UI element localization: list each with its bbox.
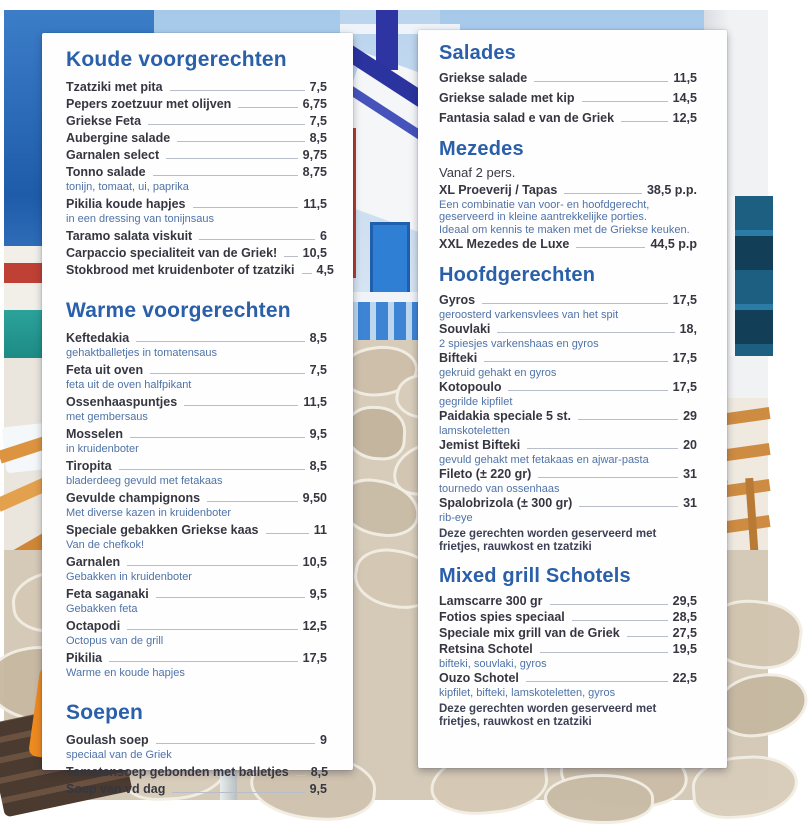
item-price: 8,5 bbox=[309, 459, 327, 473]
item-name: Taramo salata viskuit bbox=[66, 229, 193, 243]
item-price: 29,5 bbox=[672, 594, 697, 608]
item-name: XL Proeverij / Tapas bbox=[439, 183, 558, 197]
item-name: Kotopoulo bbox=[439, 380, 502, 394]
menu-item-row bbox=[66, 458, 327, 474]
dotted-leader bbox=[527, 448, 678, 449]
menu-item-row bbox=[439, 642, 697, 657]
menu-item-row bbox=[439, 237, 697, 252]
item-name: Pikilia koude hapjes bbox=[66, 197, 186, 211]
item-name: Fantasia salad e van de Griek bbox=[439, 111, 615, 125]
item-price: 27,5 bbox=[672, 626, 697, 640]
item-description: 2 spiesjes varkenshaas en gyros bbox=[439, 338, 599, 350]
item-name: Soep van vd dag bbox=[66, 782, 166, 796]
item-price: 12,5 bbox=[672, 111, 697, 125]
dotted-leader bbox=[578, 419, 678, 420]
item-price: 20 bbox=[683, 438, 697, 452]
menu-section bbox=[439, 565, 697, 728]
menu-item-row bbox=[439, 496, 697, 511]
item-price: 22,5 bbox=[672, 671, 697, 685]
menu-item-row bbox=[66, 732, 327, 748]
item-price: 31 bbox=[683, 467, 697, 481]
item-name: Jemist Bifteki bbox=[439, 438, 521, 452]
item-name: Mosselen bbox=[66, 427, 123, 441]
dotted-leader bbox=[170, 90, 305, 91]
item-price: 8,75 bbox=[302, 165, 327, 179]
dotted-leader bbox=[153, 175, 298, 176]
item-price: 10,5 bbox=[302, 246, 327, 260]
item-name: Fileto (± 220 gr) bbox=[439, 467, 532, 481]
menu-item-row bbox=[66, 245, 327, 261]
section-title: Soepen bbox=[66, 701, 144, 724]
item-name: Ossenhaaspuntjes bbox=[66, 395, 178, 409]
item-price: 7,5 bbox=[309, 80, 327, 94]
item-description: Warme en koude hapjes bbox=[66, 667, 185, 679]
menu-item-row bbox=[439, 671, 697, 686]
item-price: 14,5 bbox=[672, 91, 697, 105]
item-name: Stokbrood met kruidenboter of tzatziki bbox=[66, 263, 295, 277]
dotted-leader bbox=[627, 636, 668, 637]
dotted-leader bbox=[302, 273, 312, 274]
item-description: in een dressing van tonijnsaus bbox=[66, 213, 214, 225]
item-name: Tomatensoep gebonden met balletjes bbox=[66, 765, 289, 779]
item-description: Ideaal om kennis te maken met de Griekse keuken. bbox=[439, 224, 690, 236]
item-description: feta uit de oven halfpikant bbox=[66, 379, 192, 391]
menu-item-row bbox=[439, 351, 697, 366]
menu-item-row bbox=[66, 522, 327, 538]
item-price: 9,75 bbox=[302, 148, 327, 162]
menu-item-row bbox=[439, 610, 697, 625]
menu-item-row bbox=[439, 409, 697, 424]
menu-item-row bbox=[66, 228, 327, 244]
menu-item-row bbox=[66, 650, 327, 666]
item-name: Garnalen bbox=[66, 555, 121, 569]
item-description: Met diverse kazen in kruidenboter bbox=[66, 507, 232, 519]
menu-item-row bbox=[66, 362, 327, 378]
dotted-leader bbox=[150, 373, 305, 374]
menu-item-row bbox=[66, 262, 334, 278]
item-name: Gevulde champignons bbox=[66, 491, 201, 505]
dotted-leader bbox=[538, 477, 678, 478]
item-price: 8,5 bbox=[309, 131, 327, 145]
menu-item-row bbox=[439, 183, 697, 198]
menu-item-row bbox=[439, 71, 697, 86]
menu-section bbox=[66, 700, 327, 797]
item-price: 8,5 bbox=[310, 765, 329, 779]
item-name: Fotios spies speciaal bbox=[439, 610, 565, 624]
item-description: rib-eye bbox=[439, 512, 473, 524]
item-name: Griekse salade bbox=[439, 71, 528, 85]
item-price: 8,5 bbox=[309, 331, 327, 345]
dotted-leader bbox=[207, 501, 298, 502]
dotted-leader bbox=[576, 247, 645, 248]
section-note: Deze gerechten worden geserveerd met frietjes, rauwkost en tzatziki bbox=[439, 528, 657, 553]
menu-section bbox=[66, 47, 334, 278]
item-description: geroosterd varkensvlees van het spit bbox=[439, 309, 619, 321]
menu-item-row bbox=[439, 438, 697, 453]
item-price: 11,5 bbox=[303, 197, 327, 211]
item-name: Souvlaki bbox=[439, 322, 491, 336]
menu-section bbox=[439, 264, 697, 553]
item-name: Octapodi bbox=[66, 619, 121, 633]
item-description: gevuld gehakt met fetakaas en ajwar-pasta bbox=[439, 454, 649, 466]
menu-item-row bbox=[66, 490, 327, 506]
menu-item-row bbox=[439, 380, 697, 395]
menu-item-row bbox=[66, 196, 327, 212]
menu-item-row bbox=[439, 322, 697, 337]
item-price: 4,5 bbox=[316, 263, 334, 277]
item-name: Carpaccio specialiteit van de Griek! bbox=[66, 246, 278, 260]
dotted-leader bbox=[127, 565, 297, 566]
dotted-leader bbox=[156, 597, 305, 598]
menu-item-row bbox=[66, 618, 327, 634]
dotted-leader bbox=[156, 743, 315, 744]
menu-item-row bbox=[66, 554, 327, 570]
item-description: bladerdeeg gevuld met fetakaas bbox=[66, 475, 223, 487]
item-description: lamskoteletten bbox=[439, 425, 510, 437]
dotted-leader bbox=[540, 652, 668, 653]
item-price: 6 bbox=[320, 229, 327, 243]
item-description: Octopus van de grill bbox=[66, 635, 164, 647]
section-subtitle: Vanaf 2 pers. bbox=[439, 165, 516, 180]
blue-window bbox=[730, 196, 773, 356]
dotted-leader bbox=[177, 141, 304, 142]
menu-section bbox=[439, 42, 697, 126]
item-description: kipfilet, bifteki, lamskoteletten, gyros bbox=[439, 687, 616, 699]
item-price: 10,5 bbox=[302, 555, 327, 569]
dotted-leader bbox=[119, 469, 305, 470]
item-price: 17,5 bbox=[672, 351, 697, 365]
menu-item-row bbox=[66, 781, 327, 797]
item-price: 19,5 bbox=[672, 642, 697, 656]
item-price: 17,5 bbox=[672, 293, 697, 307]
item-name: Goulash soep bbox=[66, 733, 149, 747]
item-price: 11,5 bbox=[303, 395, 327, 409]
menu-item-row bbox=[66, 394, 327, 410]
dotted-leader bbox=[284, 256, 297, 257]
item-name: Griekse Feta bbox=[66, 114, 142, 128]
menu-item-row bbox=[66, 164, 327, 180]
menu-panel-left bbox=[42, 33, 353, 796]
menu-item-row bbox=[439, 293, 697, 308]
item-description: met gembersaus bbox=[66, 411, 148, 423]
dotted-leader bbox=[534, 81, 668, 82]
section-title: Salades bbox=[439, 42, 517, 64]
item-name: Pikilia bbox=[66, 651, 103, 665]
menu-section bbox=[66, 298, 327, 680]
item-price: 11,5 bbox=[673, 71, 697, 85]
menu-item-row bbox=[439, 594, 697, 609]
menu-item-row bbox=[66, 147, 327, 163]
item-description: gegrilde kipfilet bbox=[439, 396, 513, 408]
menu-item-row bbox=[439, 467, 697, 482]
item-description: Van de chefkok! bbox=[66, 539, 145, 551]
item-name: Lamscarre 300 gr bbox=[439, 594, 543, 608]
item-name: Speciale gebakken Griekse kaas bbox=[66, 523, 259, 537]
item-price: 7,5 bbox=[309, 114, 327, 128]
menu-item-row bbox=[439, 111, 697, 126]
section-title: Mezedes bbox=[439, 138, 524, 160]
item-price: 9,50 bbox=[302, 491, 327, 505]
menu-item-row bbox=[66, 96, 327, 112]
dotted-leader bbox=[166, 158, 298, 159]
menu-item-row bbox=[66, 79, 327, 95]
dotted-leader bbox=[172, 792, 304, 793]
item-name: Ouzo Schotel bbox=[439, 671, 519, 685]
dotted-leader bbox=[582, 101, 668, 102]
dotted-leader bbox=[130, 437, 305, 438]
item-price: 7,5 bbox=[309, 363, 327, 377]
item-price: 38,5 p.p. bbox=[646, 183, 697, 197]
dotted-leader bbox=[148, 124, 305, 125]
item-price: 29 bbox=[683, 409, 697, 423]
item-description: Gebakken in kruidenboter bbox=[66, 571, 192, 583]
item-name: Aubergine salade bbox=[66, 131, 171, 145]
item-price: 28,5 bbox=[672, 610, 697, 624]
dotted-leader bbox=[266, 533, 309, 534]
dotted-leader bbox=[136, 341, 304, 342]
item-name: Feta saganaki bbox=[66, 587, 149, 601]
item-price: 44,5 p.p bbox=[650, 237, 697, 251]
stone bbox=[544, 774, 654, 824]
menu-item-row bbox=[66, 330, 327, 346]
menu-section bbox=[439, 138, 697, 252]
item-name: Keftedakia bbox=[66, 331, 130, 345]
item-price: 31 bbox=[683, 496, 697, 510]
blue-post bbox=[376, 10, 398, 70]
menu-item-row bbox=[66, 130, 327, 146]
item-description: gekruid gehakt en gyros bbox=[439, 367, 557, 379]
dotted-leader bbox=[497, 332, 674, 333]
item-name: Feta uit oven bbox=[66, 363, 144, 377]
item-price: 6,75 bbox=[302, 97, 327, 111]
item-description: Gebakken feta bbox=[66, 603, 138, 615]
menu-item-row bbox=[439, 91, 697, 106]
item-price: 18, bbox=[679, 322, 697, 336]
item-name: Griekse salade met kip bbox=[439, 91, 575, 105]
item-name: Tonno salade bbox=[66, 165, 146, 179]
dotted-leader bbox=[621, 121, 668, 122]
section-title: Hoofdgerechten bbox=[439, 264, 596, 286]
item-name: Gyros bbox=[439, 293, 476, 307]
item-name: Tiropita bbox=[66, 459, 112, 473]
item-price: 12,5 bbox=[302, 619, 327, 633]
menu-item-row bbox=[439, 626, 697, 641]
item-price: 9,5 bbox=[309, 587, 327, 601]
item-name: Retsina Schotel bbox=[439, 642, 533, 656]
menu-item-row bbox=[66, 764, 327, 780]
dotted-leader bbox=[564, 193, 642, 194]
menu-item-row bbox=[66, 113, 327, 129]
dotted-leader bbox=[199, 239, 315, 240]
item-description: Een combinatie van voor- en hoofdgerecht, geserveerd in kleine aantrekkelijke porties. bbox=[439, 199, 650, 223]
item-description: tonijn, tomaat, ui, paprika bbox=[66, 181, 189, 193]
menu-panel-right bbox=[418, 30, 727, 768]
item-name: Paidakia speciale 5 st. bbox=[439, 409, 572, 423]
dotted-leader bbox=[508, 390, 667, 391]
dotted-leader bbox=[109, 661, 298, 662]
section-title: Mixed grill Schotels bbox=[439, 565, 631, 587]
menu-item-row bbox=[66, 426, 327, 442]
dotted-leader bbox=[193, 207, 299, 208]
section-title: Koude voorgerechten bbox=[66, 48, 287, 71]
item-description: gehaktballetjes in tomatensaus bbox=[66, 347, 218, 359]
dotted-leader bbox=[127, 629, 297, 630]
dotted-leader bbox=[238, 107, 297, 108]
item-description: in kruidenboter bbox=[66, 443, 139, 455]
dotted-leader bbox=[184, 405, 298, 406]
item-price: 11 bbox=[313, 523, 327, 537]
item-name: Spalobrizola (± 300 gr) bbox=[439, 496, 573, 510]
item-price: 9 bbox=[320, 733, 327, 747]
item-name: Tzatziki met pita bbox=[66, 80, 163, 94]
item-price: 9,5 bbox=[309, 782, 327, 796]
item-description: bifteki, souvlaki, gyros bbox=[439, 658, 547, 670]
menu-item-row bbox=[66, 586, 327, 602]
item-name: Speciale mix grill van de Griek bbox=[439, 626, 620, 640]
item-name: Pepers zoetzuur met olijven bbox=[66, 97, 232, 111]
item-description: tournedo van ossenhaas bbox=[439, 483, 560, 495]
dotted-leader bbox=[579, 506, 678, 507]
item-price: 9,5 bbox=[309, 427, 327, 441]
dotted-leader bbox=[482, 303, 668, 304]
item-price: 17,5 bbox=[302, 651, 327, 665]
item-name: XXL Mezedes de Luxe bbox=[439, 237, 570, 251]
item-name: Bifteki bbox=[439, 351, 478, 365]
item-name: Garnalen select bbox=[66, 148, 160, 162]
dotted-leader bbox=[550, 604, 668, 605]
dotted-leader bbox=[296, 775, 306, 776]
section-note: Deze gerechten worden geserveerd met frietjes, rauwkost en tzatziki bbox=[439, 703, 657, 728]
item-price: 17,5 bbox=[672, 380, 697, 394]
dotted-leader bbox=[572, 620, 668, 621]
section-title: Warme voorgerechten bbox=[66, 299, 291, 322]
item-description: speciaal van de Griek bbox=[66, 749, 172, 761]
dotted-leader bbox=[484, 361, 667, 362]
dotted-leader bbox=[526, 681, 668, 682]
